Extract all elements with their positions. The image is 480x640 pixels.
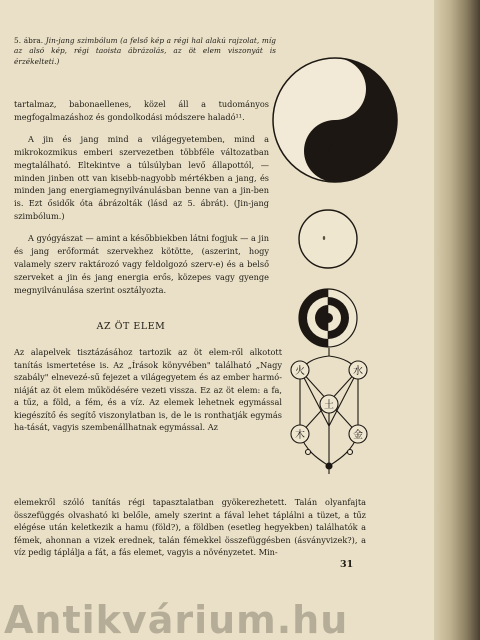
section-title: AZ ÖT ELEM <box>96 321 166 332</box>
watermark-text: Antikvárium.hu <box>4 598 349 640</box>
caption-text: Jin-jang szimbólum (a felső kép a régi hal alakú rajzolat, míg az alsó kép, régi taoista ábrázolás, az öt elem viszonyát is érzékelteti.) <box>14 36 276 66</box>
full-width-text <box>14 496 366 559</box>
page-number: 31 <box>340 559 354 570</box>
body-text <box>14 98 269 297</box>
paragraph-2: A jin és jang mind a világegyetemben, mind a mikrokozmikus emberi szervezetben többféle változatban megtalálható. Eltekintve a túlsúlyban levő állapottól, — minden jinben ott van kisebb-nagyobb mértékben a jang, és minden jang energiamegnyilvánulásban benne van a jin-ben is. Ezt ősidők óta ábrázolták (lásd az 5. ábrát). (Jin-jang szimbólum.) <box>14 133 269 222</box>
paragraph-5: elemekről szóló tanítás régi tapasztalatban gyökerezhetett. Talán olyanfajta összefüggés olvasható ki belőle, amely szerint a fával lehet táplálni a tüzet, a tűz elégése után keletkezik a hamu (föld?), a földben (esetleg hegyekben) találhatók a fémek, ahonnan a vizek erednek, talán fémekkel összefüggésben (ásványvizek?), a víz pedig táplálja a fát, a fás elemet, vagyis a növényzetet. Min- <box>14 497 366 558</box>
empty-circle-symbol <box>297 208 359 270</box>
fire-element-label: 火 <box>295 366 305 377</box>
taoist-yin-yang-symbol <box>297 287 359 349</box>
yin-yang-symbol <box>270 55 400 185</box>
page-edge-shadow <box>434 0 480 640</box>
wood-element-label: 木 <box>295 430 305 441</box>
figure-caption <box>14 36 276 67</box>
lower-text <box>14 346 282 434</box>
water-element-label: 水 <box>353 366 363 377</box>
paragraph-1: tartalmaz, babonaellenes, közel áll a tudományos megfogalmazáshoz és gondolkodási módszere haladó¹¹. <box>14 99 269 122</box>
paragraph-3: A gyógyászat — amint a későbbiekben látni fogjuk — a jin és jang erőformát szervekhez kötötte, (aszerint, hogy valamely szerv raktározó vagy feldolgozó szerv-e) és a belső szerveket a jin és jang energia erős, közepes vagy gyenge megnyilvánulása szerint osztályozta. <box>14 233 269 295</box>
earth-element-label: 土 <box>324 400 334 411</box>
caption-label: 5. ábra. <box>14 36 44 45</box>
metal-element-label: 金 <box>353 430 363 441</box>
five-elements-diagram <box>286 348 376 476</box>
paragraph-4: Az alapelvek tisztázásához tartozik az öt elem-ről alkotott tanítás ismertetése is. Az „Írások könyvében" található „Nagy szabály" elnevezé-sű fejezet a világegyetem és az ember harmó-niáját az öt elem működésére vezeti vissza. Ez az öt elem: a fa, a tűz, a föld, a fém, és a víz. Az elemek lehetnek egymással kiegészítő és segítő viszonylatban is, de le is ronthatják egymás ha-tását, vagyis szembenállhatnak egymással. Az <box>14 347 282 432</box>
